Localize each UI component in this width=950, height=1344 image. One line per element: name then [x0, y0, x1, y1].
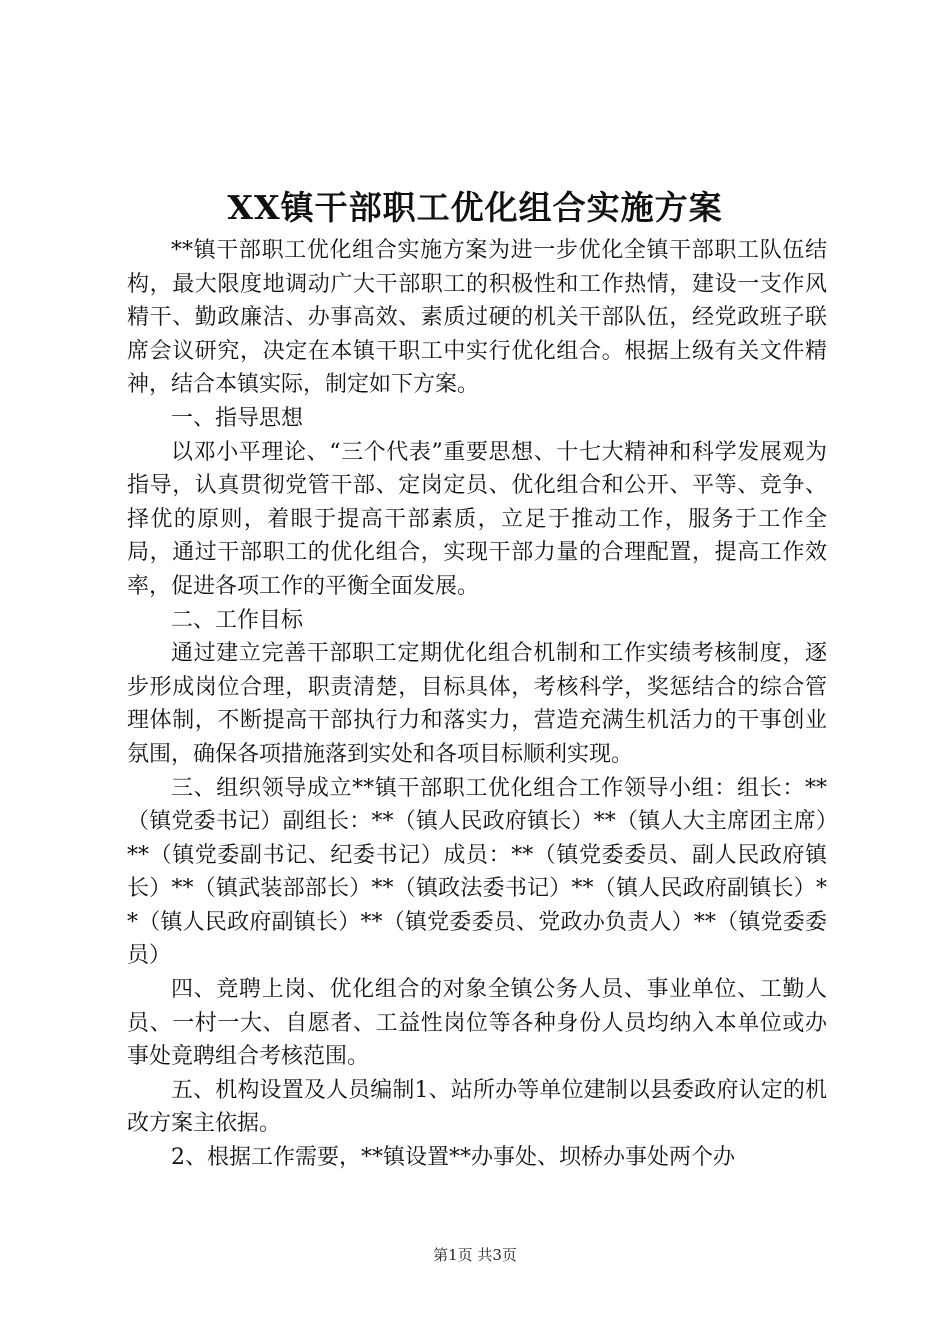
- section-5-paragraph: 五、机构设置及人员编制1、站所办等单位建制以县委政府认定的机改方案主依据。: [127, 1077, 827, 1137]
- page-number-footer: 第1页 共3页: [433, 1246, 517, 1264]
- section-3-paragraph: 三、组织领导成立**镇干部职工优化组合工作领导小组：组长：**（镇党委书记）副组长：**（镇人民政府镇长）**（镇人大主席团主席）**（镇党委副书记、纪委书记）成员：**（镇党委委员、副人民政府镇长）**（镇武装部部长）**（镇政法委书记）**（镇人民政府副镇长）**（镇人民政府副镇长）**（镇党委委员、党政办负责人）**（镇党委委员）: [127, 775, 827, 969]
- section-1-heading: 一、指导思想: [171, 405, 304, 431]
- section-2-paragraph: 通过建立完善干部职工定期优化组合机制和工作实绩考核制度，逐步形成岗位合理，职责清楚，目标具体，考核科学，奖惩结合的综合管理体制，不断提高干部执行力和落实力，营造充满生机活力的干事创业氛围，确保各项措施落到实处和各项目标顺利实现。: [127, 641, 827, 767]
- document-body: [127, 234, 827, 1175]
- section-5-item-2: 2、根据工作需要，**镇设置**办事处、坝桥办事处两个办: [171, 1145, 735, 1171]
- document-title: XX镇干部职工优化组合实施方案: [227, 188, 723, 227]
- intro-paragraph: **镇干部职工优化组合实施方案为进一步优化全镇干部职工队伍结构，最大限度地调动广大干部职工的积极性和工作热情，建设一支作风精干、勤政廉洁、办事高效、素质过硬的机关干部队伍，经党政班子联席会议研究，决定在本镇干职工中实行优化组合。根据上级有关文件精神，结合本镇实际，制定如下方案。: [127, 238, 827, 398]
- section-4-paragraph: 四、竞聘上岗、优化组合的对象全镇公务人员、事业单位、工勤人员、一村一大、自愿者、工益性岗位等各种身份人员均纳入本单位或办事处竟聘组合考核范围。: [127, 977, 827, 1070]
- section-2-heading: 二、工作目标: [171, 607, 304, 633]
- section-1-paragraph: 以邓小平理论、“三个代表”重要思想、十七大精神和科学发展观为指导，认真贯彻党管干部、定岗定员、优化组合和公开、平等、竞争、择优的原则，着眼于提高干部素质，立足于推动工作，服务于工作全局，通过干部职工的优化组合，实现干部力量的合理配置，提高工作效率，促进各项工作的平衡全面发展。: [127, 439, 827, 599]
